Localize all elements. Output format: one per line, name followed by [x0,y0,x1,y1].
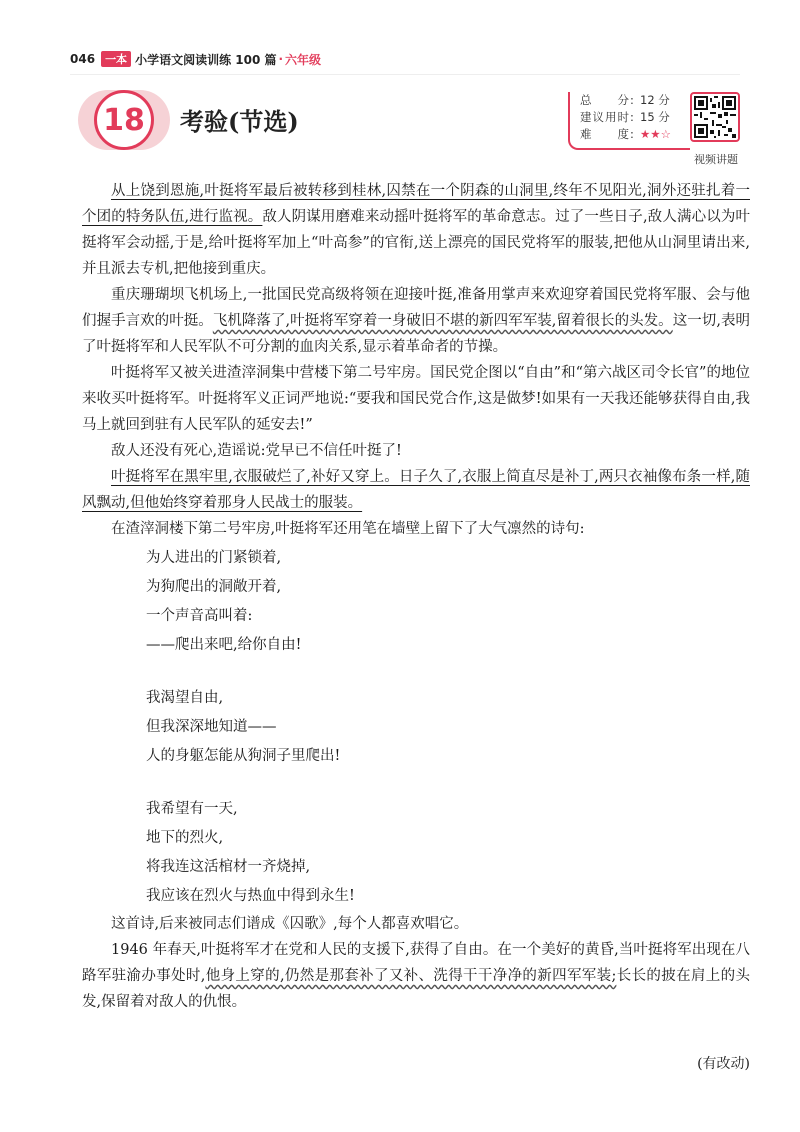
poem-line: 我希望有一天, [146,801,238,817]
poem-line: 人的身躯怎能从狗洞子里爬出! [146,748,341,764]
info-row-time [580,109,690,126]
paragraph-4: 敌人还没有死心,造谣说:党早已不信任叶挺了! [111,443,402,459]
grade-label: 六年级 [285,52,322,67]
lesson-title: 考验(节选) [180,107,299,136]
info-value: 12 分 [640,93,670,107]
info-value: 15 分 [640,110,670,124]
header-divider [70,74,740,75]
paragraph-text: 这一切,表明了叶挺将军和人民军队不可分割的血肉关系,显示着革命者的节操。 [82,313,751,355]
difficulty-stars: ★★☆ [640,127,671,141]
info-label: 总 分: [580,93,635,107]
paragraph-1 [82,178,750,282]
poem-line: 将我连这活棺材一齐烧掉, [146,859,311,875]
stanza-gap [82,771,750,795]
paragraph-text: 重庆珊瑚坝飞机场上,一批国民党高级将领在迎接叶挺,准备用掌声来欢迎穿着国民党将军服、会与他们握手言欢的叶挺。 [82,287,750,329]
poem-line: 地下的烈火, [146,830,224,846]
poem-line: 为人进出的门紧锁着, [146,550,282,566]
qr-caption: 视频讲题 [694,153,738,166]
brand-logo: 一本 [101,51,131,67]
lesson-number: 18 [94,90,154,150]
adaptation-note: (有改动) [697,1056,750,1072]
paragraph-3: 叶挺将军又被关进渣滓洞集中营楼下第二号牢房。国民党企图以“自由”和“第六战区司令长官”的地位来收买叶挺将军。叶挺将军义正词严地说:“要我和国民党合作,这是做梦!如果有一天我还能够获得自由,我马上就回到驻有人民军队的延安去!” [82,365,750,433]
underlined-sentence: 从上饶到恩施,叶挺将军最后被转移到桂林,囚禁在一个阴森的山洞里,终年不见阳光,洞外还驻扎着一个团的特务队伍,进行监视。 [82,183,750,225]
poem-line: 为狗爬出的洞敞开着, [146,579,282,595]
paragraph-5 [82,464,750,516]
poem [82,544,750,911]
wavy-underlined-sentence: 飞机降落了,叶挺将军穿着一身破旧不堪的新四军军装,留着很长的头发。 [212,313,673,329]
book-title: 小学语文阅读训练 100 篇 [135,52,277,67]
paragraph-text: 1946 年春天,叶挺将军才在党和人民的支援下,获得了自由。在一个美好的黄昏,当叶挺将军出现在八路军驻渝办事处时, [82,942,750,984]
qr-code-icon[interactable] [690,92,740,142]
poem-line: 我渴望自由, [146,690,224,706]
poem-line: ——爬出来吧,给你自由! [146,637,302,653]
info-label: 难 度: [580,127,635,141]
paragraph-6: 在渣滓洞楼下第二号牢房,叶挺将军还用笔在墙壁上留下了大气凛然的诗句: [111,521,585,537]
page-header [70,48,321,70]
paragraph-7: 这首诗,后来被同志们谱成《囚歌》,每个人都喜欢唱它。 [111,916,469,932]
paragraph-text: 敌人阴谋用磨难来动摇叶挺将军的革命意志。过了一些日子,敌人满心以为叶挺将军会动摇,于是,给叶挺将军加上“叶高参”的官衔,送上漂亮的国民党将军的服装,把他从山洞里请出来,并且派去专机,把他接到重庆。 [82,209,751,277]
passage-body [82,178,750,1015]
paragraph-8 [82,937,750,1015]
underlined-sentence: 叶挺将军在黑牢里,衣服破烂了,补好又穿上。日子久了,衣服上简直尽是补丁,两只衣袖像布条一样,随风飘动,但他始终穿着那身人民战士的服装。 [82,469,750,511]
lesson-number-badge [78,90,170,150]
wavy-underlined-sentence: 他身上穿的,仍然是那套补了又补、洗得干干净净的新四军军装; [205,968,617,984]
paragraph-text: 长长的披在肩上的头发,保留着对敌人的仇恨。 [82,968,750,1010]
info-row-score [580,92,690,109]
info-row-difficulty [580,126,690,143]
page-number: 046 [70,52,96,66]
stanza-gap [82,660,750,684]
info-label: 建议用时: [580,110,635,124]
header-separator: · [278,52,284,66]
info-box [568,92,690,150]
poem-line: 我应该在烈火与热血中得到永生! [146,888,355,904]
poem-line: 但我深深地知道—— [146,719,277,735]
poem-line: 一个声音高叫着: [146,608,253,624]
paragraph-2 [82,282,750,360]
